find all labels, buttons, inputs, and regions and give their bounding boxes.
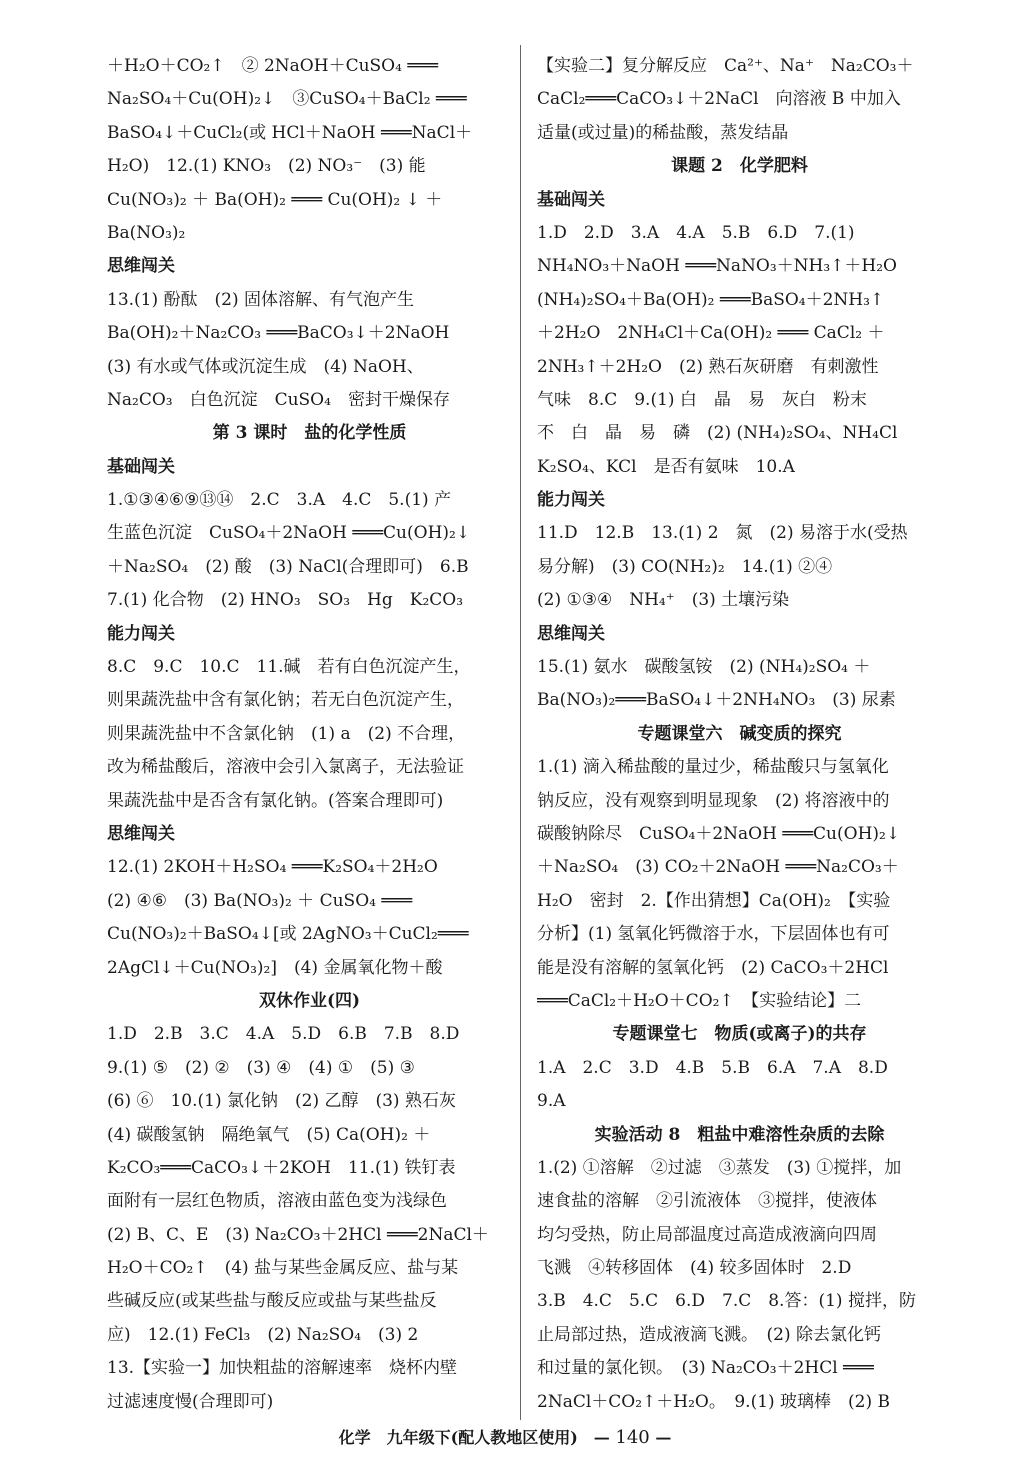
answer-line: ＋2H₂O 2NH₄Cl＋Ca(OH)₂ ═══ CaCl₂ ＋ [537, 323, 885, 344]
page-number: 140 [615, 1427, 650, 1448]
answer-line: ＋Na₂SO₄ (3) CO₂＋2NaOH ═══Na₂CO₃＋ [537, 857, 899, 878]
answer-line: H₂O 密封 2.【作出猜想】Ca(OH)₂ 【实验 [537, 890, 891, 911]
answer-line: Ba(NO₃)₂ [107, 222, 186, 243]
answer-line: 13.【实验一】加快粗盐的溶解速率 烧杯内壁 [107, 1358, 458, 1379]
answer-line: 8.C 9.C 10.C 11.碱 若有白色沉淀产生， [107, 657, 471, 678]
answer-line: NH₄NO₃＋NaOH ═══NaNO₃＋NH₃↑＋H₂O [537, 256, 897, 277]
answer-line: (6) ⑥ 10.(1) 氯化钠 (2) 乙醇 (3) 熟石灰 [107, 1091, 456, 1112]
answer-line: 些碱反应(或某些盐与酸反应或盐与某些盐反 [107, 1291, 437, 1312]
section-title: 课题 2 化学肥料 [671, 156, 808, 177]
answer-line: 过滤速度慢(合理即可) [107, 1391, 274, 1412]
answer-line: (2) ①③④ NH₄⁺ (3) 土壤污染 [537, 590, 790, 611]
footer-subject: 化学 九年级下(配人教地区使用) — [338, 1428, 610, 1447]
answer-line: 2AgCl↓＋Cu(NO₃)₂] (4) 金属氧化物＋酸 [107, 957, 443, 978]
answer-line: 2NH₃↑＋2H₂O (2) 熟石灰研磨 有刺激性 [537, 356, 879, 377]
answer-line: 不 白 晶 易 磷 (2) (NH₄)₂SO₄、NH₄Cl [537, 423, 898, 444]
answer-line: BaSO₄↓＋CuCl₂(或 HCl＋NaOH ═══NaCl＋ [107, 122, 473, 143]
answer-line: 易分解) (3) CO(NH₂)₂ 14.(1) ②④ [537, 556, 833, 577]
answer-line: K₂CO₃═══CaCO₃↓＋2KOH 11.(1) 铁钉表 [107, 1157, 456, 1178]
answer-line: 1.D 2.D 3.A 4.A 5.B 6.D 7.(1) [537, 222, 855, 243]
answer-line: 9.A [537, 1091, 566, 1112]
answer-line: 12.(1) 2KOH＋H₂SO₄ ═══K₂SO₄＋2H₂O [107, 857, 438, 878]
section-heading: 基础闯关 [537, 189, 605, 210]
section-heading: 基础闯关 [107, 456, 175, 477]
answer-line: H₂O＋CO₂↑ (4) 盐与某些金属反应、盐与某 [107, 1258, 459, 1279]
section-title: 双休作业(四) [258, 990, 361, 1011]
answer-line: ＋Na₂SO₄ (2) 酸 (3) NaCl(合理即可) 6.B [107, 556, 469, 577]
answer-line: K₂SO₄、KCl 是否有氨味 10.A [537, 456, 795, 477]
answer-line: (4) 碳酸氢钠 隔绝氧气 (5) Ca(OH)₂ ＋ [107, 1124, 431, 1145]
answer-line: 2NaCl＋CO₂↑＋H₂O。 9.(1) 玻璃棒 (2) B [537, 1391, 891, 1412]
answer-line: Na₂CO₃ 白色沉淀 CuSO₄ 密封干燥保存 [107, 389, 450, 410]
answer-line: 应) 12.(1) FeCl₃ (2) Na₂SO₄ (3) 2 [107, 1324, 419, 1345]
answer-line: 飞溅 ④转移固体 (4) 较多固体时 2.D [537, 1258, 852, 1279]
column-divider [520, 45, 521, 1420]
answer-line: (2) B、C、E (3) Na₂CO₃＋2HCl ═══2NaCl＋ [107, 1224, 489, 1245]
answer-line: 13.(1) 酚酞 (2) 固体溶解、有气泡产生 [107, 289, 415, 310]
section-heading: 能力闯关 [107, 623, 175, 644]
section-title: 第 3 课时 盐的化学性质 [212, 423, 407, 444]
answer-line: 15.(1) 氨水 碳酸氢铵 (2) (NH₄)₂SO₄ ＋ [537, 657, 871, 678]
answer-line: 9.(1) ⑤ (2) ② (3) ④ (4) ① (5) ③ [107, 1057, 415, 1078]
answer-line: 1.(2) ①溶解 ②过滤 ③蒸发 (3) ①搅拌，加 [537, 1157, 902, 1178]
page-footer [0, 1425, 1010, 1448]
answer-line: 面附有一层红色物质，溶液由蓝色变为浅绿色 [107, 1191, 447, 1212]
answer-line: 止局部过热，造成液滴飞溅。 (2) 除去氯化钙 [537, 1324, 881, 1345]
left-column [107, 50, 512, 1419]
answer-line: 则果蔬洗盐中不含氯化钠 (1) a (2) 不合理， [107, 723, 466, 744]
answer-line: 分析】(1) 氢氧化钙微溶于水，下层固体也有可 [537, 924, 890, 945]
answer-line: 钠反应，没有观察到明显现象 (2) 将溶液中的 [537, 790, 890, 811]
answer-line: 7.(1) 化合物 (2) HNO₃ SO₃ Hg K₂CO₃ [107, 590, 464, 611]
answer-line: 气味 8.C 9.(1) 白 晶 易 灰白 粉末 [537, 389, 867, 410]
section-title: 专题课堂七 物质(或离子)的共存 [612, 1024, 867, 1045]
section-title: 实验活动 8 粗盐中难溶性杂质的去除 [594, 1124, 885, 1145]
answer-line: 生蓝色沉淀 CuSO₄＋2NaOH ═══Cu(OH)₂↓ [107, 523, 471, 544]
answer-line: 适量(或过量)的稀盐酸，蒸发结晶 [537, 122, 789, 143]
answer-line: Ba(NO₃)₂═══BaSO₄↓＋2NH₄NO₃ (3) 尿素 [537, 690, 896, 711]
right-column [537, 50, 942, 1419]
section-heading: 思维闯关 [537, 623, 605, 644]
answer-line: Cu(NO₃)₂ ＋ Ba(OH)₂ ═══ Cu(OH)₂ ↓ ＋ [107, 189, 443, 210]
answer-line: Ba(OH)₂＋Na₂CO₃ ═══BaCO₃↓＋2NaOH [107, 323, 450, 344]
answer-line: ＋H₂O＋CO₂↑ ② 2NaOH＋CuSO₄ ═══ [107, 56, 439, 76]
answer-line: 和过量的氯化钡。 (3) Na₂CO₃＋2HCl ═══ [537, 1358, 874, 1379]
section-heading: 思维闯关 [107, 823, 175, 844]
answer-line: Na₂SO₄＋Cu(OH)₂↓ ③CuSO₄＋BaCl₂ ═══ [107, 89, 467, 110]
answer-line: (2) ④⑥ (3) Ba(NO₃)₂ ＋ CuSO₄ ═══ [107, 890, 413, 911]
answer-line: 能是没有溶解的氢氧化钙 (2) CaCO₃＋2HCl [537, 957, 889, 978]
answer-line: 【实验二】复分解反应 Ca²⁺、Na⁺ Na₂CO₃＋ [537, 56, 914, 76]
answer-line: (NH₄)₂SO₄＋Ba(OH)₂ ═══BaSO₄＋2NH₃↑ [537, 289, 885, 310]
section-title: 专题课堂六 碱变质的探究 [637, 723, 842, 744]
answer-line: 速食盐的溶解 ②引流液体 ③搅拌，使液体 [537, 1191, 877, 1212]
answer-line: 均匀受热，防止局部温度过高造成液滴向四周 [537, 1224, 877, 1245]
answer-line: 3.B 4.C 5.C 6.D 7.C 8.答：(1) 搅拌，防 [537, 1291, 916, 1312]
answer-line: 1.D 2.B 3.C 4.A 5.D 6.B 7.B 8.D [107, 1024, 460, 1045]
answer-line: 碳酸钠除尽 CuSO₄＋2NaOH ═══Cu(OH)₂↓ [537, 823, 901, 844]
answer-line: 改为稀盐酸后，溶液中会引入氯离子，无法验证 [107, 757, 464, 778]
answer-line: 1.①③④⑥⑨⑬⑭ 2.C 3.A 4.C 5.(1) 产 [107, 490, 452, 511]
answer-line: 果蔬洗盐中是否含有氯化钠。(答案合理即可) [107, 790, 444, 811]
answer-line: Cu(NO₃)₂＋BaSO₄↓[或 2AgNO₃＋CuCl₂═══ [107, 924, 469, 945]
answer-line: 则果蔬洗盐中含有氯化钠；若无白色沉淀产生， [107, 690, 464, 711]
answer-line: (3) 有水或气体或沉淀生成 (4) NaOH、 [107, 356, 424, 377]
answer-line: 11.D 12.B 13.(1) 2 氮 (2) 易溶于水(受热 [537, 523, 908, 544]
answer-line: 1.A 2.C 3.D 4.B 5.B 6.A 7.A 8.D [537, 1057, 888, 1078]
answer-line: ═══CaCl₂＋H₂O＋CO₂↑ 【实验结论】二 [537, 990, 862, 1011]
answer-line: CaCl₂═══CaCO₃↓＋2NaCl 向溶液 B 中加入 [537, 89, 901, 110]
answer-line: 1.(1) 滴入稀盐酸的量过少，稀盐酸只与氢氧化 [537, 757, 889, 778]
section-heading: 思维闯关 [107, 256, 175, 277]
answer-line: H₂O) 12.(1) KNO₃ (2) NO₃⁻ (3) 能 [107, 156, 426, 177]
footer-dash: — [655, 1428, 672, 1447]
section-heading: 能力闯关 [537, 490, 605, 511]
